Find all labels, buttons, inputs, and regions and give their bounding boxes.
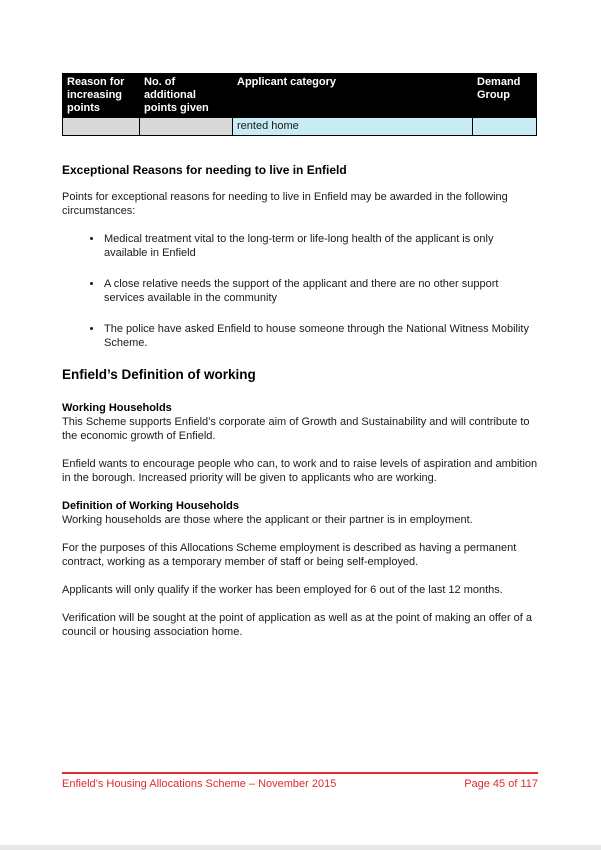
- subheading-definition-working-households: Definition of Working Households: [62, 500, 240, 512]
- points-table: [62, 73, 537, 136]
- footer-doc-title: Enfield’s Housing Allocations Scheme – November 2015: [62, 778, 337, 790]
- table-header-row: [63, 74, 537, 118]
- heading-exceptional-reasons: Exceptional Reasons for needing to live in Enfield: [62, 163, 347, 177]
- heading-definition-of-working: Enfield’s Definition of working: [62, 367, 256, 382]
- cell-demand: [473, 118, 537, 136]
- cell-points: [140, 118, 233, 136]
- col-header-category: Applicant category: [233, 74, 473, 118]
- list-item-relative: • A close relative needs the support of the applicant and there are no other support services available in the community: [103, 277, 538, 305]
- paragraph-verification: Verification will be sought at the point of application as well as at the point of making an offer of a council or housing association home.: [62, 612, 533, 638]
- paragraph-exceptional-intro: Points for exceptional reasons for needing to live in Enfield may be awarded in the following circumstances:: [62, 191, 508, 217]
- page-footer: [62, 772, 538, 791]
- table-row: [63, 118, 537, 136]
- page-content: [62, 73, 538, 653]
- col-header-demand: Demand Group: [473, 74, 537, 118]
- subheading-working-households: Working Households: [62, 402, 172, 414]
- paragraph-qualify: Applicants will only qualify if the worker has been employed for 6 out of the last 12 months.: [62, 584, 503, 596]
- col-header-reason: Reason for increasing points: [63, 74, 140, 118]
- paragraph-employment-described: For the purposes of this Allocations Scheme employment is described as having a permanent contract, working as a temporary member of staff or being self-employed.: [62, 542, 517, 568]
- list-item-police: • The police have asked Enfield to house someone through the National Witness Mobility Scheme.: [103, 322, 538, 350]
- paragraph-definition: Working households are those where the applicant or their partner is in employment.: [62, 514, 473, 526]
- page-edge: [0, 845, 601, 850]
- paragraph-scheme-supports: This Scheme supports Enfield’s corporate aim of Growth and Sustainability and will contribute to the economic growth of Enfield.: [62, 416, 530, 442]
- col-header-points: No. of additional points given: [140, 74, 233, 118]
- cell-reason: [63, 118, 140, 136]
- paragraph-encourage-work: Enfield wants to encourage people who can, to work and to raise levels of aspiration and ambition in the borough. Increased priority will be given to applicants who are working.: [62, 458, 538, 484]
- list-item-medical: • Medical treatment vital to the long-term or life-long health of the applicant is only available in Enfield: [103, 232, 538, 260]
- cell-category: rented home: [233, 118, 473, 136]
- exceptional-bullet-list: [62, 232, 538, 350]
- footer-page-number: Page 45 of 117: [464, 778, 538, 790]
